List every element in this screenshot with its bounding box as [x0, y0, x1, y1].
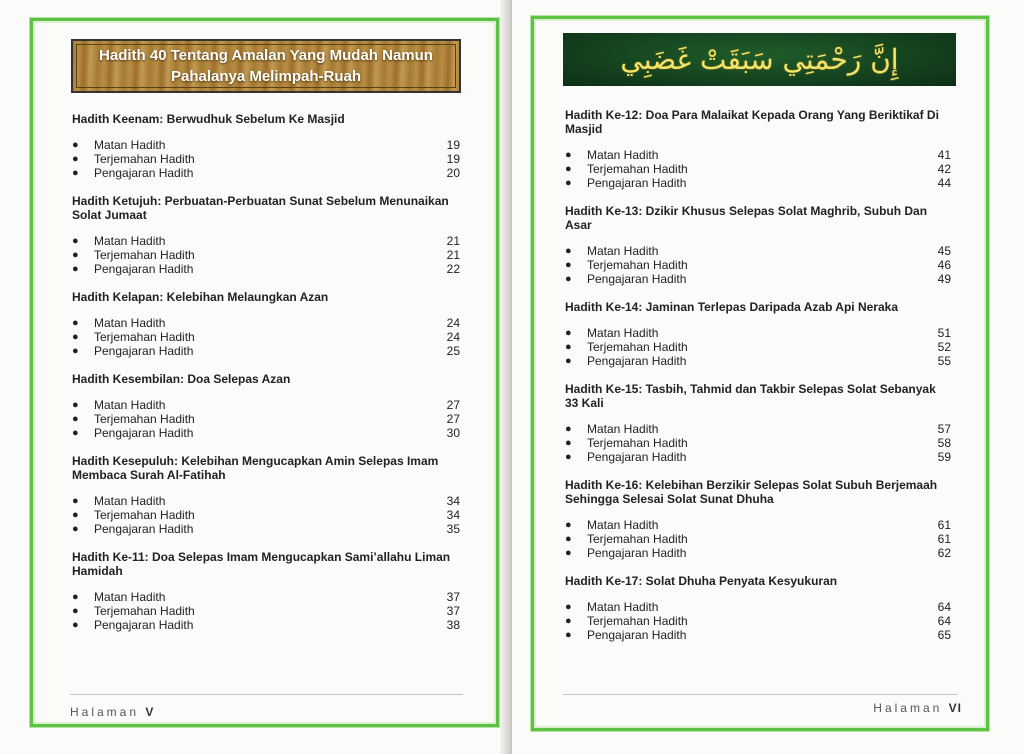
toc-entry-page: 24 — [446, 316, 460, 330]
toc-section — [72, 112, 460, 180]
bullet-icon: ● — [72, 591, 79, 603]
toc-entry-page: 21 — [446, 234, 460, 248]
toc-entry-page: 42 — [937, 162, 951, 176]
bullet-icon: ● — [565, 601, 572, 613]
toc-entry[interactable] — [565, 450, 951, 464]
toc-entry-page: 61 — [937, 518, 951, 532]
toc-entry-label: Matan Hadith — [94, 398, 166, 412]
toc-entry-page: 59 — [937, 450, 951, 464]
bullet-icon: ● — [565, 245, 572, 257]
toc-entry-label: Pengajaran Hadith — [94, 262, 194, 276]
toc-entry-page: 57 — [937, 422, 951, 436]
toc-entry[interactable] — [565, 244, 951, 258]
toc-section-heading: Hadith Ke-14: Jaminan Terlepas Daripada Azab Api Neraka — [565, 300, 898, 314]
toc-section — [72, 372, 460, 440]
toc-entry-page: 61 — [937, 532, 951, 546]
toc-entry-label: Pengajaran Hadith — [587, 272, 687, 286]
bullet-icon: ● — [72, 139, 79, 151]
footer-divider — [563, 694, 958, 695]
bullet-icon: ● — [565, 327, 572, 339]
toc-section — [72, 290, 460, 358]
toc-entry[interactable] — [72, 426, 460, 440]
toc-entry-label: Terjemahan Hadith — [587, 162, 688, 176]
toc-section — [565, 300, 951, 368]
toc-entry-page: 51 — [937, 326, 951, 340]
bullet-icon: ● — [72, 399, 79, 411]
toc-entry-label: Matan Hadith — [587, 148, 659, 162]
toc-entry[interactable] — [72, 590, 460, 604]
toc-entry-page: 21 — [446, 248, 460, 262]
toc-entry-label: Matan Hadith — [94, 234, 166, 248]
bullet-icon: ● — [565, 519, 572, 531]
toc-entry-label: Pengajaran Hadith — [587, 450, 687, 464]
toc-entry[interactable] — [565, 354, 951, 368]
toc-entry-label: Matan Hadith — [587, 600, 659, 614]
toc-entry-page: 37 — [446, 604, 460, 618]
bullet-icon: ● — [72, 509, 79, 521]
bullet-icon: ● — [565, 615, 572, 627]
bullet-icon: ● — [565, 149, 572, 161]
toc-entry[interactable] — [565, 600, 951, 614]
bullet-icon: ● — [72, 331, 79, 343]
toc-entry[interactable] — [565, 422, 951, 436]
toc-entry[interactable] — [72, 166, 460, 180]
table-of-contents-left — [72, 112, 460, 646]
toc-entry-label: Terjemahan Hadith — [94, 152, 195, 166]
toc-entry-label: Pengajaran Hadith — [587, 628, 687, 642]
toc-section-heading: Hadith Kesembilan: Doa Selepas Azan — [72, 372, 291, 386]
bullet-icon: ● — [72, 605, 79, 617]
bullet-icon: ● — [565, 547, 572, 559]
toc-section — [72, 454, 460, 536]
table-of-contents-right — [565, 108, 951, 656]
toc-entry-page: 24 — [446, 330, 460, 344]
toc-entry[interactable] — [565, 326, 951, 340]
banner-title-line-2: Pahalanya Melimpah-Ruah — [170, 68, 362, 85]
toc-entry-label: Terjemahan Hadith — [587, 532, 688, 546]
toc-entry-label: Matan Hadith — [94, 590, 166, 604]
toc-entry-page: 44 — [937, 176, 951, 190]
toc-entry-page: 35 — [446, 522, 460, 536]
toc-entry-label: Terjemahan Hadith — [587, 614, 688, 628]
toc-entry-page: 64 — [937, 614, 951, 628]
toc-section-heading: Hadith Ke-16: Kelebihan Berzikir Selepas Solat Subuh Berjemaah Sehingga Selesai Solat Sunat Dhuha — [565, 478, 938, 506]
bullet-icon: ● — [72, 235, 79, 247]
toc-entry[interactable] — [565, 518, 951, 532]
toc-entry[interactable] — [72, 344, 460, 358]
bullet-icon: ● — [72, 263, 79, 275]
toc-section-heading: Hadith Ke-15: Tasbih, Tahmid dan Takbir Selepas Solat Sebanyak 33 Kali — [565, 382, 936, 410]
toc-entry[interactable] — [565, 532, 951, 546]
toc-entry-label: Pengajaran Hadith — [587, 354, 687, 368]
toc-entry-page: 20 — [446, 166, 460, 180]
toc-entry-label: Pengajaran Hadith — [94, 522, 194, 536]
footer-label: Halaman — [873, 701, 943, 715]
toc-entry[interactable] — [72, 508, 460, 522]
page-footer — [873, 701, 962, 715]
toc-entry-page: 27 — [446, 398, 460, 412]
arabic-banner-text: إِنَّ رَحْمَتِي سَبَقَتْ غَضَبِي — [620, 43, 899, 76]
bullet-icon: ● — [72, 427, 79, 439]
toc-entry-label: Terjemahan Hadith — [587, 258, 688, 272]
toc-entry-page: 30 — [446, 426, 460, 440]
toc-entry[interactable] — [72, 618, 460, 632]
bullet-icon: ● — [565, 451, 572, 463]
toc-section-heading: Hadith Ketujuh: Perbuatan-Perbuatan Sunat Sebelum Menunaikan Solat Jumaat — [72, 194, 449, 222]
toc-entry-page: 22 — [446, 262, 460, 276]
toc-entry-page: 25 — [446, 344, 460, 358]
toc-entry-label: Terjemahan Hadith — [94, 508, 195, 522]
toc-entry[interactable] — [72, 330, 460, 344]
book-title-banner — [71, 39, 461, 93]
toc-entry-page: 19 — [446, 138, 460, 152]
bullet-icon: ● — [72, 249, 79, 261]
toc-entry-label: Pengajaran Hadith — [94, 166, 194, 180]
toc-entry[interactable] — [565, 272, 951, 286]
bullet-icon: ● — [565, 259, 572, 271]
toc-entry[interactable] — [72, 248, 460, 262]
toc-entry-label: Terjemahan Hadith — [587, 436, 688, 450]
toc-entry-page: 65 — [937, 628, 951, 642]
toc-section — [565, 574, 951, 642]
toc-entry[interactable] — [72, 522, 460, 536]
toc-section-heading: Hadith Ke-13: Dzikir Khusus Selepas Solat Maghrib, Subuh Dan Asar — [565, 204, 928, 232]
toc-entry-page: 55 — [937, 354, 951, 368]
page-footer — [70, 705, 154, 719]
toc-entry[interactable] — [72, 412, 460, 426]
bullet-icon: ● — [72, 413, 79, 425]
bullet-icon: ● — [72, 619, 79, 631]
toc-entry[interactable] — [72, 494, 460, 508]
toc-entry[interactable] — [565, 436, 951, 450]
bullet-icon: ● — [72, 495, 79, 507]
toc-entry[interactable] — [565, 614, 951, 628]
arabic-banner — [563, 33, 956, 86]
page-number: VI — [948, 701, 962, 715]
bullet-icon: ● — [565, 533, 572, 545]
toc-entry[interactable] — [72, 138, 460, 152]
toc-entry-label: Terjemahan Hadith — [94, 330, 195, 344]
bullet-icon: ● — [565, 355, 572, 367]
toc-entry-label: Matan Hadith — [587, 518, 659, 532]
toc-entry[interactable] — [565, 176, 951, 190]
toc-section — [565, 204, 951, 286]
bullet-icon: ● — [565, 177, 572, 189]
toc-entry-label: Terjemahan Hadith — [94, 604, 195, 618]
toc-entry-label: Pengajaran Hadith — [587, 176, 687, 190]
toc-entry-page: 49 — [937, 272, 951, 286]
toc-entry-page: 27 — [446, 412, 460, 426]
toc-entry-page: 34 — [446, 508, 460, 522]
bullet-icon: ● — [565, 163, 572, 175]
toc-section-heading: Hadith Ke-11: Doa Selepas Imam Mengucapkan Sami’allahu Liman Hamidah — [72, 550, 451, 578]
bullet-icon: ● — [565, 423, 572, 435]
toc-entry[interactable] — [72, 152, 460, 166]
toc-entry-label: Matan Hadith — [94, 316, 166, 330]
toc-section — [565, 108, 951, 190]
toc-entry[interactable] — [565, 628, 951, 642]
page-number: V — [145, 705, 155, 719]
toc-entry[interactable] — [72, 604, 460, 618]
toc-entry-page: 52 — [937, 340, 951, 354]
toc-entry[interactable] — [72, 398, 460, 412]
toc-entry[interactable] — [72, 262, 460, 276]
toc-section-heading: Hadith Ke-17: Solat Dhuha Penyata Kesyukuran — [565, 574, 838, 588]
toc-entry-page: 38 — [446, 618, 460, 632]
toc-section — [565, 478, 951, 560]
toc-entry-label: Pengajaran Hadith — [94, 344, 194, 358]
toc-entry-label: Terjemahan Hadith — [94, 248, 195, 262]
toc-section — [565, 382, 951, 464]
footer-divider — [70, 694, 463, 695]
toc-section — [72, 194, 460, 276]
toc-entry-label: Matan Hadith — [587, 326, 659, 340]
toc-entry[interactable] — [565, 162, 951, 176]
toc-entry-page: 45 — [937, 244, 951, 258]
toc-entry-label: Terjemahan Hadith — [94, 412, 195, 426]
toc-entry-label: Matan Hadith — [587, 422, 659, 436]
toc-entry-label: Terjemahan Hadith — [587, 340, 688, 354]
bullet-icon: ● — [565, 437, 572, 449]
toc-entry[interactable] — [72, 234, 460, 248]
toc-entry-page: 46 — [937, 258, 951, 272]
toc-entry[interactable] — [565, 546, 951, 560]
toc-entry-page: 58 — [937, 436, 951, 450]
toc-entry-label: Matan Hadith — [94, 494, 166, 508]
toc-entry-page: 62 — [937, 546, 951, 560]
toc-section-heading: Hadith Ke-12: Doa Para Malaikat Kepada Orang Yang Beriktikaf Di Masjid — [565, 108, 939, 136]
bullet-icon: ● — [565, 629, 572, 641]
toc-entry-page: 19 — [446, 152, 460, 166]
toc-entry-label: Matan Hadith — [587, 244, 659, 258]
left-page — [0, 0, 506, 754]
toc-entry[interactable] — [565, 340, 951, 354]
toc-entry[interactable] — [72, 316, 460, 330]
banner-title-line-1: Hadith 40 Tentang Amalan Yang Mudah Namun — [99, 47, 433, 64]
toc-entry-label: Pengajaran Hadith — [587, 546, 687, 560]
bullet-icon: ● — [72, 317, 79, 329]
bullet-icon: ● — [565, 273, 572, 285]
bullet-icon: ● — [72, 153, 79, 165]
toc-section-heading: Hadith Kesepuluh: Kelebihan Mengucapkan Amin Selepas Imam Membaca Surah Al-Fatihah — [72, 454, 439, 482]
toc-entry[interactable] — [565, 148, 951, 162]
toc-section — [72, 550, 460, 632]
bullet-icon: ● — [72, 345, 79, 357]
toc-section-heading: Hadith Kelapan: Kelebihan Melaungkan Azan — [72, 290, 329, 304]
bullet-icon: ● — [72, 523, 79, 535]
toc-entry-label: Pengajaran Hadith — [94, 618, 194, 632]
toc-entry-page: 37 — [446, 590, 460, 604]
bullet-icon: ● — [72, 167, 79, 179]
toc-entry-label: Matan Hadith — [94, 138, 166, 152]
footer-label: Halaman — [70, 705, 140, 719]
toc-entry-page: 34 — [446, 494, 460, 508]
toc-entry-page: 64 — [937, 600, 951, 614]
toc-entry[interactable] — [565, 258, 951, 272]
bullet-icon: ● — [565, 341, 572, 353]
toc-entry-page: 41 — [937, 148, 951, 162]
toc-entry-label: Pengajaran Hadith — [94, 426, 194, 440]
toc-section-heading: Hadith Keenam: Berwudhuk Sebelum Ke Masjid — [72, 112, 345, 126]
